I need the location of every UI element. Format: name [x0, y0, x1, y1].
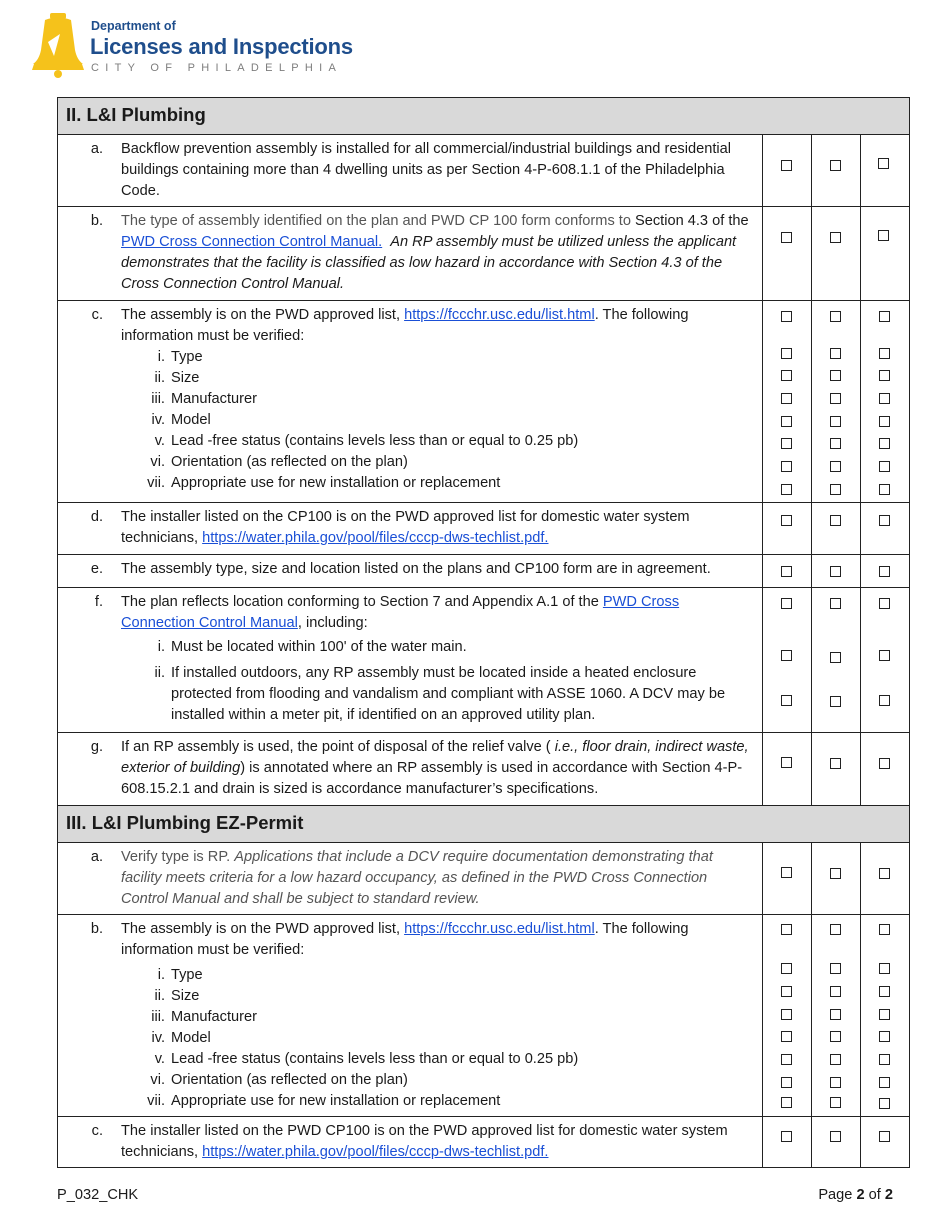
- section-2-header: [58, 98, 910, 135]
- checkbox[interactable]: [830, 1097, 841, 1108]
- checkbox[interactable]: [830, 515, 841, 526]
- checkbox[interactable]: [879, 566, 890, 577]
- approved-list-link[interactable]: https://fccchr.usc.edu/list.html: [404, 921, 595, 937]
- checkbox[interactable]: [830, 484, 841, 495]
- checkbox[interactable]: [879, 348, 890, 359]
- item-text: , including:: [297, 615, 368, 631]
- item-marker: f.: [94, 594, 103, 610]
- checkbox[interactable]: [878, 230, 889, 241]
- checkbox[interactable]: [781, 515, 792, 526]
- sub-item: i. Type: [157, 349, 203, 365]
- checkbox[interactable]: [781, 1031, 792, 1042]
- checkbox[interactable]: [879, 1054, 890, 1065]
- checklist-row: [58, 135, 910, 207]
- item-text: The type of assembly identified on the plan and PWD CP 100 form conforms to: [121, 213, 631, 229]
- item-text: The plan reflects location conforming to Section 7 and Appendix A.1 of the: [121, 594, 603, 610]
- item-text: . The following information must be verified:: [121, 307, 689, 344]
- checkbox[interactable]: [781, 1077, 792, 1088]
- sub-item: iii. Manufacturer: [151, 1009, 257, 1025]
- dept-line-1: Department of: [91, 19, 176, 33]
- checkbox[interactable]: [879, 924, 890, 935]
- manual-link[interactable]: PWD Cross Connection Control Manual.: [121, 234, 383, 250]
- item-italic-text: Applications that include a DCV require documentation demonstrating that facility meets criteria for a low hazard occupancy, as defined in the PWD Cross Connection Control Manual and shall be subject to standard review.: [121, 849, 713, 907]
- item-marker: a.: [90, 141, 103, 157]
- item-text: ) is annotated where an RP assembly is used in accordance with Section 4-P-608.15.2.1 and drain is sized is accordance manufacturer’s specifications.: [121, 760, 743, 797]
- checkbox[interactable]: [830, 566, 841, 577]
- checklist-row: [58, 733, 910, 806]
- checkbox[interactable]: [781, 311, 792, 322]
- section-3-title: III. L&I Plumbing EZ-Permit: [58, 806, 910, 843]
- checkbox[interactable]: [781, 484, 792, 495]
- sub-item: iii. Manufacturer: [151, 391, 257, 407]
- item-marker: d.: [90, 509, 103, 525]
- checkbox-column: [812, 588, 861, 733]
- item-marker: g.: [90, 739, 103, 755]
- checkbox[interactable]: [830, 986, 841, 997]
- checkbox[interactable]: [781, 1131, 792, 1142]
- sub-item: vii. Appropriate use for new installation or replacement: [147, 475, 501, 491]
- checkbox[interactable]: [830, 461, 841, 472]
- sub-item: vi. Orientation (as reflected on the plan): [150, 1072, 408, 1088]
- checkbox[interactable]: [781, 348, 792, 359]
- checkbox[interactable]: [879, 1098, 890, 1109]
- checkbox[interactable]: [781, 370, 792, 381]
- checkbox[interactable]: [830, 1131, 841, 1142]
- item-italic-text: i.e., floor drain, indirect waste, exterior of building: [121, 739, 749, 776]
- checkbox[interactable]: [879, 311, 890, 322]
- checkbox[interactable]: [879, 598, 890, 609]
- checklist-row: [58, 555, 910, 588]
- approved-list-link[interactable]: https://fccchr.usc.edu/list.html: [404, 307, 595, 323]
- checkbox[interactable]: [879, 868, 890, 879]
- sub-item: i. Type: [157, 967, 203, 983]
- sub-item: iv. Model: [151, 412, 211, 428]
- item-text: The assembly is on the PWD approved list,: [121, 307, 405, 323]
- checkbox[interactable]: [781, 650, 792, 661]
- checkbox[interactable]: [830, 963, 841, 974]
- checkbox[interactable]: [781, 986, 792, 997]
- item-text: Verify type is RP.: [121, 849, 235, 865]
- techlist-link[interactable]: https://water.phila.gov/pool/files/cccp-dws-techlist.pdf.: [202, 530, 549, 546]
- checkbox[interactable]: [781, 867, 792, 878]
- liberty-bell-icon: [30, 12, 88, 78]
- checkbox[interactable]: [830, 924, 841, 935]
- item-marker: b.: [90, 213, 103, 229]
- checkbox[interactable]: [830, 1031, 841, 1042]
- checkbox[interactable]: [781, 566, 792, 577]
- sub-item: vii. Appropriate use for new installation or replacement: [147, 1093, 501, 1109]
- item-text: The assembly is on the PWD approved list,: [121, 921, 405, 937]
- checklist-row: [58, 588, 910, 733]
- checkbox[interactable]: [781, 924, 792, 935]
- checklist-table: [57, 97, 910, 1168]
- checkbox[interactable]: [781, 416, 792, 427]
- item-text: The installer listed on the CP100 is on the PWD approved list for domestic water system technicians,: [121, 509, 690, 546]
- checkbox[interactable]: [830, 348, 841, 359]
- manual-link[interactable]: PWD Cross Connection Control Manual: [121, 594, 680, 631]
- checkbox-column: [763, 915, 812, 1117]
- checkbox[interactable]: [781, 393, 792, 404]
- checkbox-column: [861, 915, 910, 1117]
- checklist-row: [58, 503, 910, 555]
- checkbox[interactable]: [879, 461, 890, 472]
- item-text: . The following information must be verified:: [121, 921, 689, 958]
- checkbox[interactable]: [879, 695, 890, 706]
- checkbox[interactable]: [879, 393, 890, 404]
- sub-item: i. Must be located within 100' of the water main.: [157, 639, 467, 655]
- dept-line-3: CITY OF PHILADELPHIA: [91, 62, 343, 74]
- dept-line-2: Licenses and Inspections: [90, 34, 353, 59]
- item-text: Section 4.3 of the: [630, 213, 749, 229]
- checkbox[interactable]: [879, 1009, 890, 1020]
- department-logo: [30, 12, 370, 80]
- checkbox[interactable]: [781, 1009, 792, 1020]
- checkbox[interactable]: [781, 461, 792, 472]
- item-text: If an RP assembly is used, the point of disposal of the relief valve (: [121, 739, 555, 755]
- checkbox[interactable]: [830, 1077, 841, 1088]
- section-3-header: [58, 806, 910, 843]
- checkbox[interactable]: [830, 598, 841, 609]
- checklist-row: [58, 301, 910, 503]
- checkbox[interactable]: [879, 1131, 890, 1142]
- checkbox[interactable]: [879, 484, 890, 495]
- section-2-title: II. L&I Plumbing: [58, 98, 910, 135]
- sub-item: vi. Orientation (as reflected on the plan): [150, 454, 408, 470]
- checkbox[interactable]: [830, 438, 841, 449]
- checkbox[interactable]: [781, 232, 792, 243]
- checkbox-column: [763, 588, 812, 733]
- checkbox[interactable]: [879, 1031, 890, 1042]
- checklist-row: [58, 207, 910, 301]
- sub-item: ii. Size: [154, 370, 200, 386]
- form-code: P_032_CHK: [57, 1187, 139, 1203]
- checkbox[interactable]: [878, 158, 889, 169]
- checkbox[interactable]: [830, 1054, 841, 1065]
- checkbox[interactable]: [879, 438, 890, 449]
- checkbox[interactable]: [830, 758, 841, 769]
- checkbox[interactable]: [781, 963, 792, 974]
- checkbox[interactable]: [879, 986, 890, 997]
- checkbox[interactable]: [879, 1077, 890, 1088]
- checkbox[interactable]: [781, 598, 792, 609]
- item-italic-text: An RP assembly must be utilized unless the applicant demonstrates that the facility is classified as low hazard in accordance with Section 4.3 of the Cross Connection Control Manual.: [121, 234, 737, 292]
- checkbox[interactable]: [830, 1009, 841, 1020]
- item-text: The assembly type, size and location listed on the plans and CP100 form are in agreement.: [121, 561, 711, 577]
- checkbox[interactable]: [879, 370, 890, 381]
- checkbox[interactable]: [830, 393, 841, 404]
- sub-item: v. Lead -free status (contains levels less than or equal to 0.25 pb): [154, 1051, 579, 1067]
- checkbox-column: [812, 915, 861, 1117]
- item-marker: c.: [91, 1123, 103, 1139]
- checkbox[interactable]: [781, 1054, 792, 1065]
- checkbox[interactable]: [781, 1097, 792, 1108]
- checkbox[interactable]: [781, 757, 792, 768]
- checklist-row: [58, 843, 910, 915]
- checkbox[interactable]: [879, 416, 890, 427]
- item-marker: a.: [90, 849, 103, 865]
- checklist-row: [58, 915, 910, 1117]
- page-number: Page 2 of 2: [818, 1187, 893, 1203]
- checkbox[interactable]: [781, 160, 792, 171]
- checkbox[interactable]: [830, 416, 841, 427]
- checkbox[interactable]: [879, 515, 890, 526]
- checkbox-column: [812, 301, 861, 503]
- sub-item: ii. Size: [154, 988, 200, 1004]
- checkbox[interactable]: [830, 370, 841, 381]
- checkbox[interactable]: [830, 868, 841, 879]
- checkbox-column: [861, 588, 910, 733]
- checkbox-column: [763, 301, 812, 503]
- techlist-link[interactable]: https://water.phila.gov/pool/files/cccp-dws-techlist.pdf.: [202, 1144, 549, 1160]
- checkbox[interactable]: [830, 232, 841, 243]
- item-marker: e.: [90, 561, 103, 577]
- checkbox[interactable]: [830, 652, 841, 663]
- sub-item: ii. If installed outdoors, any RP assembly must be located inside a heated enclosure protected from flooding and vandalism and compliant with ASSE 1060. A DCV may be installed within a meter pit, if identified on an approved utility plan.: [154, 665, 726, 723]
- item-marker: c.: [91, 307, 103, 323]
- item-marker: b.: [90, 921, 103, 937]
- checklist-row: [58, 1117, 910, 1168]
- checkbox[interactable]: [830, 160, 841, 171]
- checkbox[interactable]: [830, 696, 841, 707]
- checkbox[interactable]: [830, 311, 841, 322]
- checkbox[interactable]: [879, 963, 890, 974]
- checkbox[interactable]: [781, 438, 792, 449]
- checkbox[interactable]: [781, 695, 792, 706]
- sub-item: iv. Model: [151, 1030, 211, 1046]
- checkbox[interactable]: [879, 758, 890, 769]
- item-text: Backflow prevention assembly is installed for all commercial/industrial buildings and residential buildings containing more than 4 dwelling units as per Section 4-P-608.1.1 of the Philadelphia Code.: [121, 141, 731, 199]
- checkbox[interactable]: [879, 650, 890, 661]
- sub-item: v. Lead -free status (contains levels less than or equal to 0.25 pb): [154, 433, 579, 449]
- checkbox-column: [861, 301, 910, 503]
- item-text: The installer listed on the PWD CP100 is on the PWD approved list for domestic water system technicians,: [121, 1123, 728, 1160]
